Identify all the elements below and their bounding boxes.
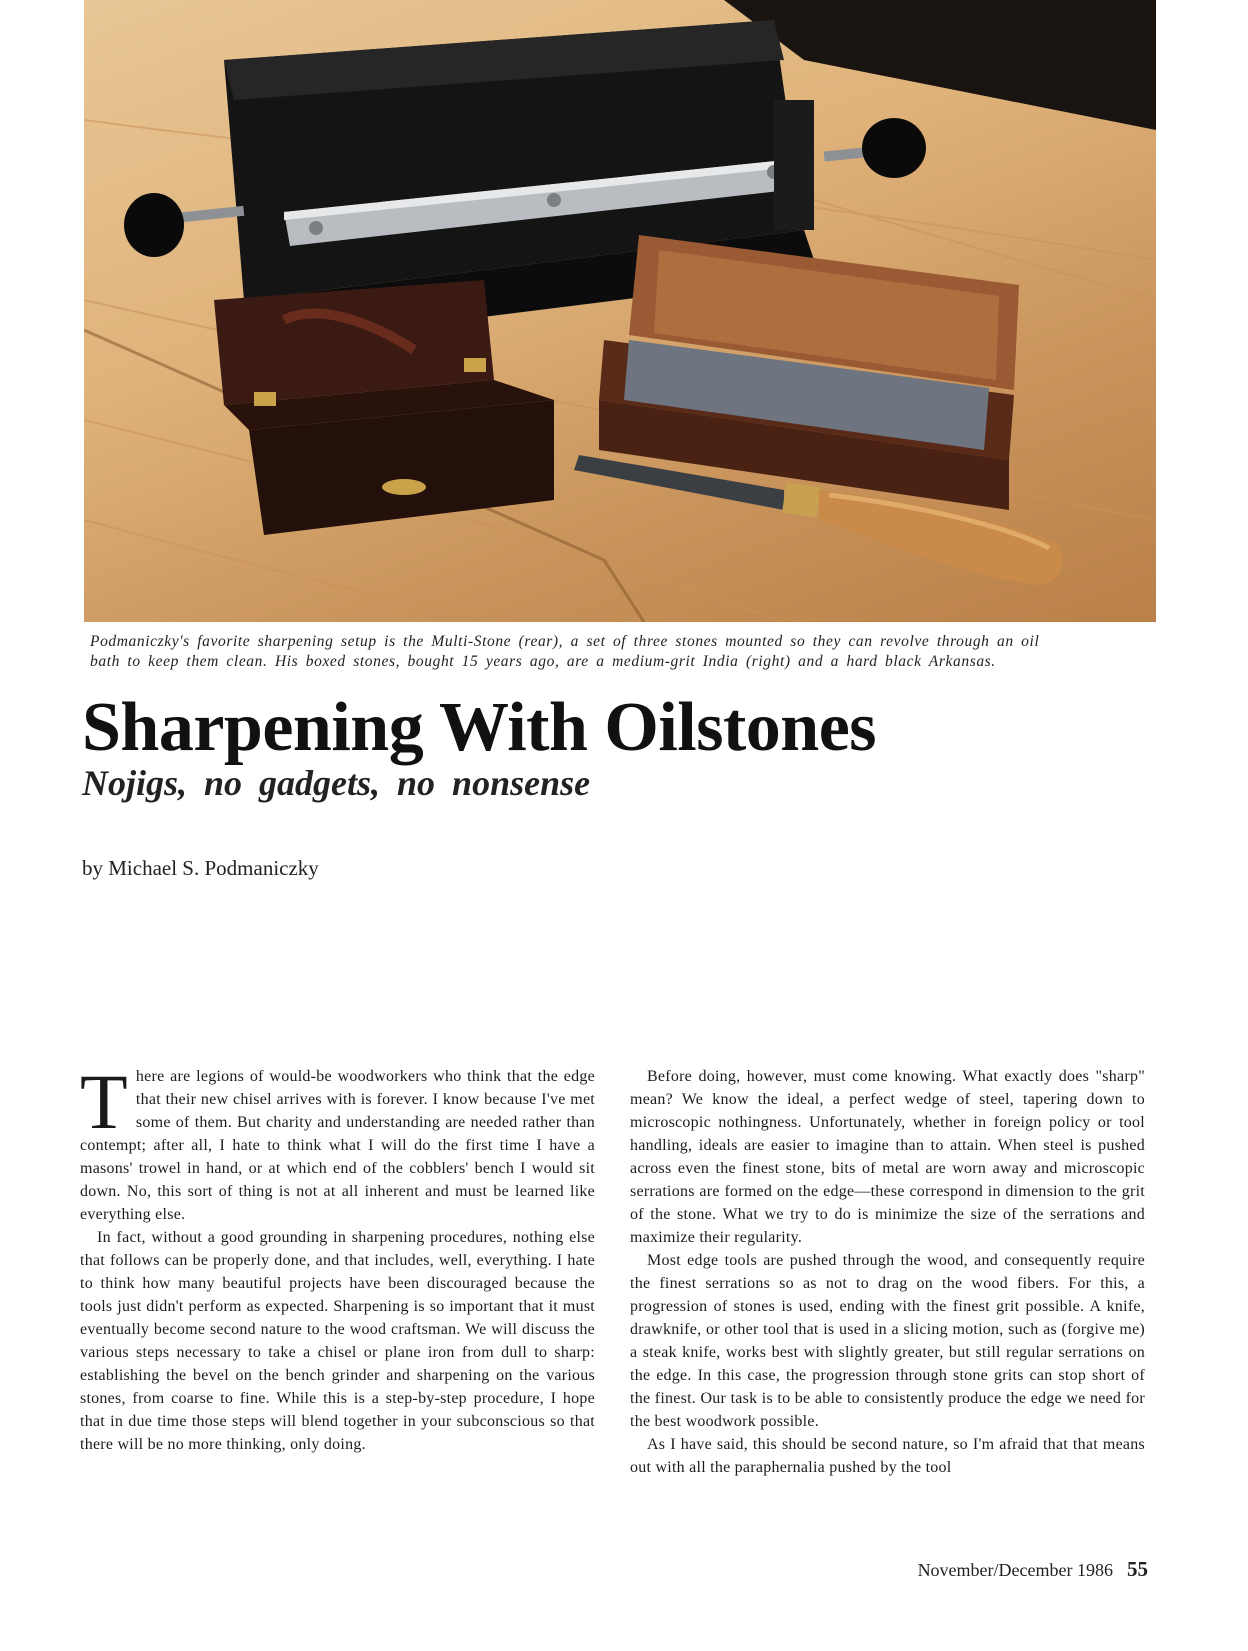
article-subtitle: Nojigs, no gadgets, no nonsense xyxy=(82,763,591,803)
issue-date: November/December 1986 xyxy=(917,1560,1113,1580)
page-footer xyxy=(918,1557,1148,1582)
body-paragraph: As I have said, this should be second nature, so I'm afraid that that means out with all the paraphernalia pushed by the tool xyxy=(630,1436,1145,1476)
body-paragraph xyxy=(80,1058,595,1226)
body-paragraph: Before doing, however, must come knowing. What exactly does "sharp" mean? We know the ideal, a perfect wedge of steel, tapering down to microscopic nothingness. Unfortunately, whether in foreign policy or tool handling, ideals are easier to imagine than to attain. When steel is pushed across even the finest stone, bits of metal are worn away and microscopic serrations are formed on the edge—these correspond in dimension to the grit of the stone. What we try to do is minimize the size of the serrations and maximize their regularity. xyxy=(630,1068,1145,1246)
sharpening-setup-illustration xyxy=(84,0,1156,622)
article-title: Sharpening With Oilstones xyxy=(82,689,877,766)
body-column-left xyxy=(80,1058,595,1456)
article-byline: by Michael S. Podmaniczky xyxy=(82,856,319,880)
body-paragraph: In fact, without a good grounding in sharpening procedures, nothing else that follows can be properly done, and that includes, well, everything. I hate to think how many beautiful projects have been discouraged because the tools just didn't perform as expected. Sharpening is so important that it must eventually become second nature to the wood craftsman. We will discuss the various steps necessary to take a chisel or plane iron from dull to sharp: establishing the bevel on the bench grinder and sharpening on the various stones, from coarse to fine. While this is a step-by-step procedure, I hope that in due time those steps will blend together in your subconscious so that there will be no more thinking, only doing. xyxy=(80,1229,595,1453)
article-photo xyxy=(84,0,1156,622)
paragraph-text: here are legions of would-be woodworkers who think that the edge that their new chisel arrives with is forever. I know because I've met some of them. But charity and understanding are needed rather than contempt; after all, I hate to think what I will do the first time I have a masons' trowel in hand, or at which end of the cobblers' bench I would sit down. No, this sort of thing is not at all inherent and must be learned like everything else. xyxy=(80,1068,595,1223)
page-number: 55 xyxy=(1127,1557,1148,1581)
caption-line-1: Podmaniczky's favorite sharpening setup is the Multi-Stone (rear), a set of three stones mounted so they can revolve through an oil xyxy=(90,633,1040,650)
body-column-right xyxy=(630,1065,1145,1479)
photo-caption xyxy=(90,632,1160,672)
body-paragraph: Most edge tools are pushed through the wood, and consequently require the finest serrations so as not to drag on the wood fibers. For this, a progression of stones is used, ending with the finest grit possible. A knife, drawknife, or other tool that is used in a slicing motion, such as (forgive me) a steak knife, works best with slightly greater, but still regular serrations on the edge. In this case, the progression through stone grits can stop short of the finest. Our task is to be able to consistently produce the edge we need for the best woodwork possible. xyxy=(630,1252,1145,1430)
drop-cap: T xyxy=(80,1058,128,1145)
caption-line-2: bath to keep them clean. His boxed stones, bought 15 years ago, are a medium-grit India (right) and a hard black Arkansas. xyxy=(90,653,996,670)
